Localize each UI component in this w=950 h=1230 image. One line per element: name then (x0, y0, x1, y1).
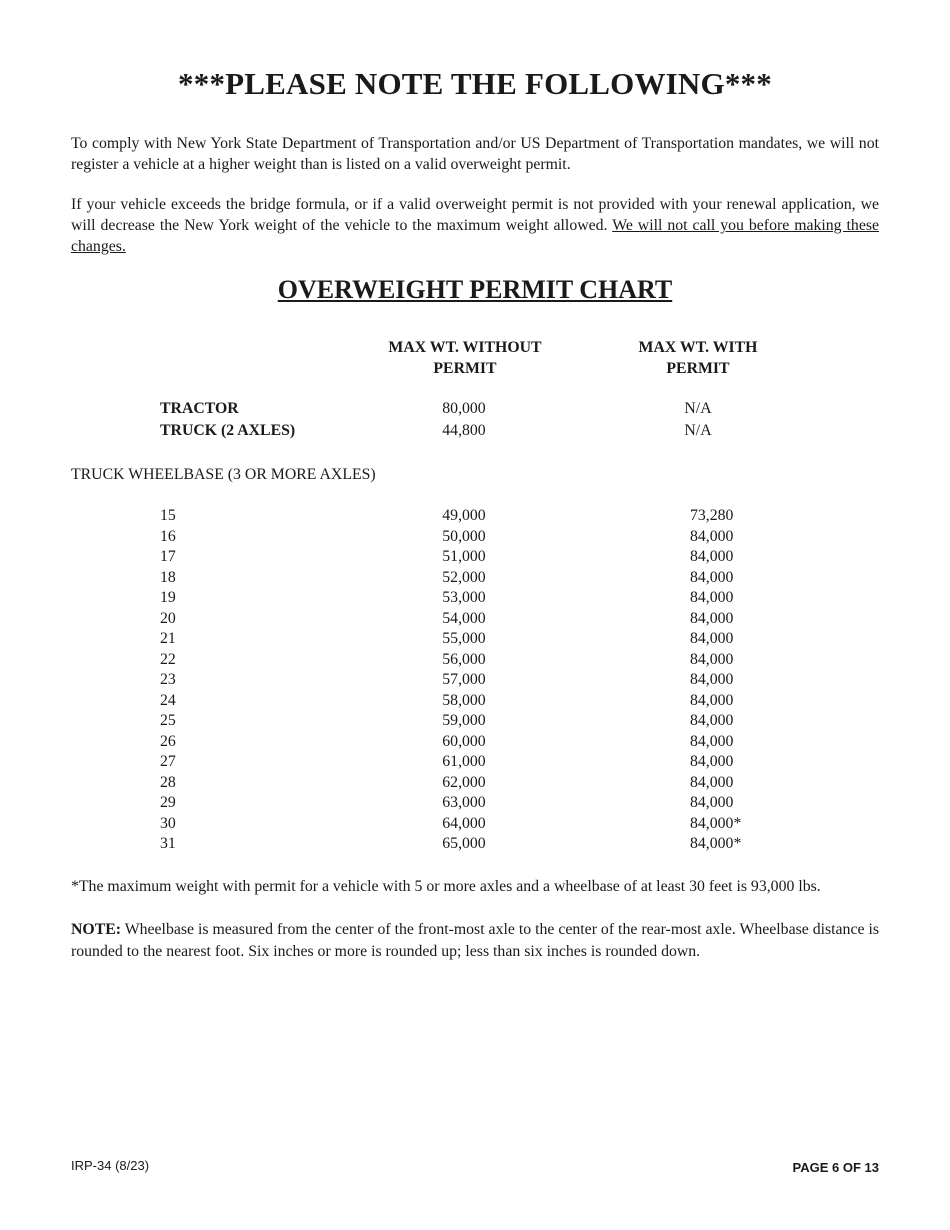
weight-without-permit: 44,800 (442, 422, 486, 439)
weight-with-permit: 84,000* (690, 814, 742, 832)
wheelbase-feet: 30 (160, 814, 176, 832)
weight-decrease-text: If your vehicle exceeds the bridge formula, or if a valid overweight permit is not provided with your renewal application, we will decrease the New York weight of the vehicle to the maximum weight allowed. (71, 196, 879, 234)
form-id: IRP-34 (8/23) (71, 1158, 150, 1173)
weight-without-permit: 53,000 (442, 589, 486, 606)
weight-without-permit: 62,000 (442, 773, 486, 791)
column-header-with-line2: PERMIT (666, 360, 730, 377)
table-row (0, 505, 950, 526)
wheelbase-feet: 23 (160, 671, 176, 688)
table-row (0, 813, 950, 834)
wheelbase-feet: 21 (160, 630, 176, 647)
weight-without-permit: 50,000 (442, 527, 486, 545)
wheelbase-feet: 20 (160, 609, 176, 627)
wheelbase-section-label: TRUCK WHEELBASE (3 OR MORE AXLES) (71, 466, 376, 483)
weight-without-permit: 64,000 (442, 814, 486, 832)
table-row (0, 690, 950, 711)
weight-with-permit: 84,000 (690, 691, 734, 709)
weight-without-permit: 61,000 (442, 753, 486, 770)
weight-without-permit: 55,000 (442, 630, 486, 647)
weight-with-permit: 84,000 (690, 773, 734, 791)
weight-with-permit: 84,000 (690, 732, 734, 750)
weight-without-permit: 58,000 (442, 691, 486, 709)
table-row (0, 546, 950, 567)
wheelbase-feet: 17 (160, 548, 176, 565)
weight-with-permit: 84,000 (690, 527, 734, 545)
weight-without-permit: 57,000 (442, 671, 486, 688)
chart-title: OVERWEIGHT PERMIT CHART (277, 275, 673, 304)
wheelbase-feet: 24 (160, 691, 176, 709)
weight-with-permit: 84,000 (690, 650, 734, 668)
weight-with-permit: 73,280 (690, 507, 734, 524)
weight-without-permit: 59,000 (442, 712, 486, 729)
table-row (0, 669, 950, 690)
weight-without-permit: 49,000 (442, 507, 486, 524)
table-row (0, 772, 950, 793)
weight-decrease-paragraph (71, 194, 879, 257)
column-header-without-line2: PERMIT (433, 360, 497, 377)
weight-without-permit: 65,000 (442, 835, 486, 852)
wheelbase-feet: 16 (160, 527, 176, 545)
wheelbase-feet: 26 (160, 732, 176, 750)
weight-with-permit: 84,000 (690, 589, 734, 606)
vehicle-label: TRUCK (2 AXLES) (160, 422, 296, 439)
vehicle-label: TRACTOR (160, 400, 239, 417)
table-row (0, 526, 950, 547)
weight-with-permit: 84,000* (690, 835, 742, 852)
wheelbase-feet: 25 (160, 712, 176, 729)
weight-without-permit: 56,000 (442, 650, 486, 668)
compliance-paragraph: To comply with New York State Department of Transportation and/or US Department of Transportation mandates, we will not register a vehicle at a higher weight than is listed on a valid overweight permit. (71, 135, 879, 173)
weight-without-permit: 80,000 (442, 400, 486, 417)
wheelbase-feet: 15 (160, 507, 176, 524)
weight-without-permit: 63,000 (442, 794, 486, 811)
wheelbase-feet: 18 (160, 568, 176, 586)
column-header-with-line1: MAX WT. WITH (638, 339, 758, 356)
weight-with-permit: 84,000 (690, 609, 734, 627)
wheelbase-note (71, 919, 879, 963)
weight-without-permit: 54,000 (442, 609, 486, 627)
table-row (0, 833, 950, 854)
table-row (0, 608, 950, 629)
note-label: NOTE: (71, 921, 122, 938)
weight-without-permit: 60,000 (442, 732, 486, 750)
weight-with-permit: 84,000 (690, 794, 734, 811)
table-row-tractor (0, 398, 950, 419)
wheelbase-feet: 29 (160, 794, 176, 811)
weight-with-permit: 84,000 (690, 548, 734, 565)
table-row (0, 649, 950, 670)
weight-with-permit: 84,000 (690, 568, 734, 586)
wheelbase-feet: 27 (160, 753, 176, 770)
weight-with-permit: 84,000 (690, 712, 734, 729)
weight-with-permit: 84,000 (690, 671, 734, 688)
page-title: ***PLEASE NOTE THE FOLLOWING*** (178, 66, 772, 101)
wheelbase-feet: 31 (160, 835, 176, 852)
column-header-without-permit (365, 337, 565, 379)
note-text: Wheelbase is measured from the center of the front-most axle to the center of the rear-most axle. Wheelbase distance is rounded to the nearest foot. Six inches or more is rounded up; less than six inches is rounded down. (71, 921, 879, 960)
wheelbase-feet: 19 (160, 589, 176, 606)
table-row (0, 710, 950, 731)
table-row (0, 792, 950, 813)
weight-with-permit: 84,000 (690, 630, 734, 647)
page-number: PAGE 6 OF 13 (792, 1160, 879, 1175)
weight-without-permit: 52,000 (442, 568, 486, 586)
wheelbase-feet: 22 (160, 650, 176, 668)
column-header-with-permit (598, 337, 798, 379)
table-row (0, 628, 950, 649)
table-row (0, 731, 950, 752)
footnote: *The maximum weight with permit for a vehicle with 5 or more axles and a wheelbase of at least 30 feet is 93,000 lbs. (71, 878, 821, 895)
weight-with-permit: N/A (684, 422, 712, 439)
table-row (0, 567, 950, 588)
weight-with-permit: N/A (684, 400, 712, 417)
wheelbase-feet: 28 (160, 773, 176, 791)
weight-with-permit: 84,000 (690, 753, 734, 770)
table-row (0, 751, 950, 772)
no-call-warning: We will not call you before making these changes. (71, 217, 879, 255)
column-header-without-line1: MAX WT. WITHOUT (388, 339, 542, 356)
table-row (0, 587, 950, 608)
weight-without-permit: 51,000 (442, 548, 486, 565)
table-row-truck-2-axles (0, 420, 950, 441)
